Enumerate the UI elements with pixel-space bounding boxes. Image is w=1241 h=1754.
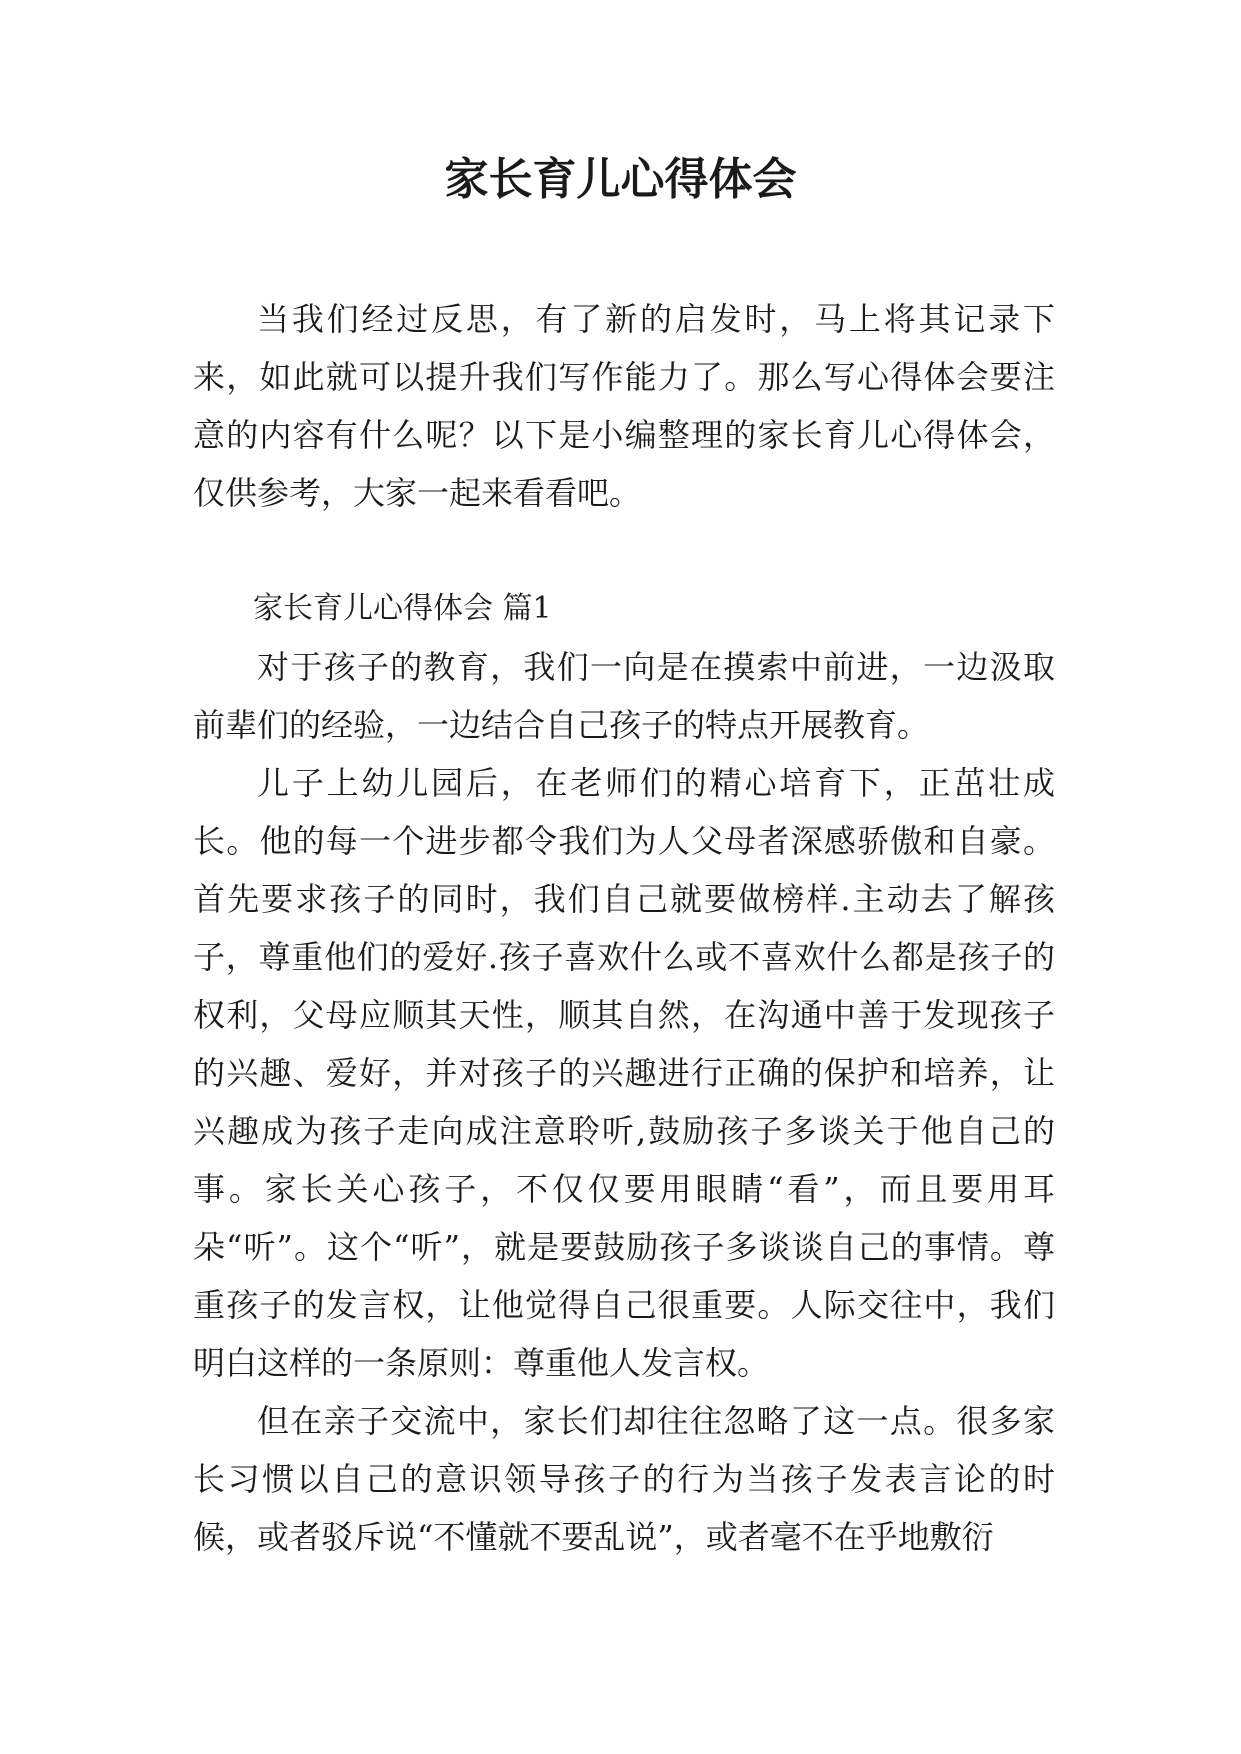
document-body <box>193 290 1055 1566</box>
document-title: 家长育儿心得体会 <box>444 154 797 205</box>
body-paragraph-3: 但在亲子交流中，家长们却往往忽略了这一点。很多家长习惯以自己的意识领导孩子的行为当孩子发表言论的时候，或者驳斥说“不懂就不要乱说”，或者毫不在乎地敷衍 <box>193 1402 1055 1556</box>
body-paragraph-1: 对于孩子的教育，我们一向是在摸索中前进，一边汲取前辈们的经验，一边结合自己孩子的特点开展教育。 <box>193 648 1055 744</box>
intro-paragraph: 当我们经过反思，有了新的启发时，马上将其记录下来，如此就可以提升我们写作能力了。那么写心得体会要注意的内容有什么呢？以下是小编整理的家长育儿心得体会，仅供参考，大家一起来看看吧。 <box>193 300 1055 512</box>
body-paragraph-2: 儿子上幼儿园后，在老师们的精心培育下，正茁壮成长。他的每一个进步都令我们为人父母者深感骄傲和自豪。首先要求孩子的同时，我们自己就要做榜样.主动去了解孩子，尊重他们的爱好.孩子喜欢什么或不喜欢什么都是孩子的权利，父母应顺其天性，顺其自然，在沟通中善于发现孩子的兴趣、爱好，并对孩子的兴趣进行正确的保护和培养，让兴趣成为孩子走向成注意聆听,鼓励孩子多谈关于他自己的事。家长关心孩子，不仅仅要用眼睛“看”，而且要用耳朵“听”。这个“听”，就是要鼓励孩子多谈谈自己的事情。尊重孩子的发言权，让他觉得自己很重要。人际交往中，我们明白这样的一条原则：尊重他人发言权。 <box>193 764 1055 1382</box>
section-heading: 家长育儿心得体会 篇1 <box>253 591 552 626</box>
